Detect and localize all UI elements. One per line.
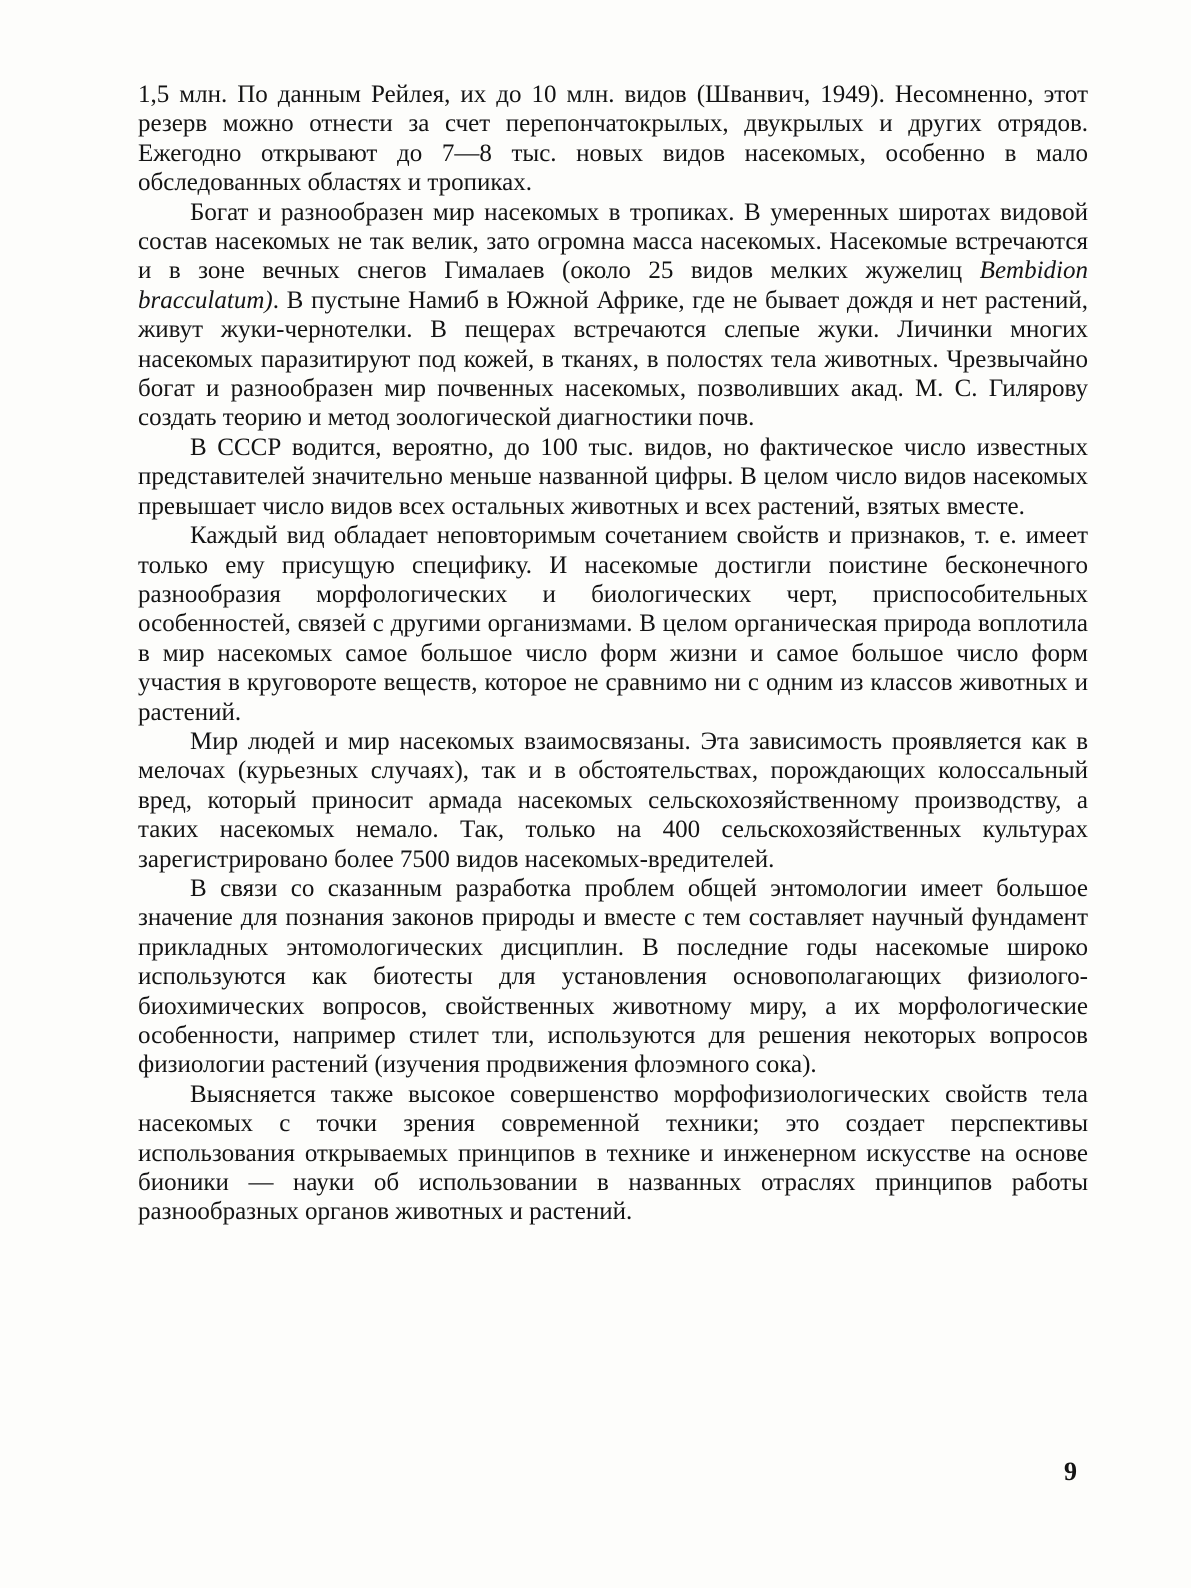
paragraph-6	[138, 874, 1088, 1080]
paragraph-1	[138, 80, 1088, 198]
page-number: 9	[1064, 1457, 1077, 1486]
paragraph-4	[138, 521, 1088, 727]
paragraph-text: 1,5 млн. По данным Рейлея, их до 10 млн. видов (Шванвич, 1949). Несомненно, этот резерв можно отнести за счет перепончатокрылых, двукрылых и других отрядов. Ежегодно открывают до 7—8 тыс. новых видов насекомых, особенно в мало обследованных областях и тропиках.	[138, 81, 1088, 197]
paragraph-2	[138, 198, 1088, 433]
paragraph-5	[138, 727, 1088, 874]
paragraph-text: Каждый вид обладает неповторимым сочетанием свойств и признаков, т. е. имеет только ему присущую специфику. И насекомые достигли поистине бесконечного разнообразия морфологических и биологических черт, приспособительных особенностей, связей с другими организмами. В целом органическая природа воплотила в мир насекомых самое большое число форм жизни и самое большое число форм участия в круговороте веществ, которое не сравнимо ни с одним из классов животных и растений.	[138, 522, 1088, 726]
paragraph-text: В связи со сказанным разработка проблем общей энтомологии имеет большое значение для познания законов природы и вместе с тем составляет научный фундамент прикладных энтомологических дисциплин. В последние годы насекомые широко используются как биотесты для установления основополагающих физиолого-биохимических вопросов, свойственных животному миру, а их морфологические особенности, например стилет тли, используются для решения некоторых вопросов физиологии растений (изучения продвижения флоэмного сока).	[138, 874, 1088, 1079]
paragraph-3	[138, 433, 1088, 521]
paragraph-text: В СССР водится, вероятно, до 100 тыс. видов, но фактическое число известных представителей значительно меньше названной цифры. В целом число видов насекомых превышает число видов всех остальных животных и всех растений, взятых вместе.	[138, 433, 1088, 520]
latin-species-name: Bembidion bracculatum)	[138, 257, 1088, 314]
paragraph-text: Мир людей и мир насекомых взаимосвязаны. Эта зависимость проявляется как в мелочах (курьезных случаях), так и в обстоятельствах, порождающих колоссальный вред, который приносит армада насекомых сельскохозяйственному производству, а таких насекомых немало. Так, только на 400 сельскохозяйственных культурах зарегистрировано более 7500 видов насекомых-вредителей.	[138, 727, 1088, 873]
paragraph-text: Выясняется также высокое совершенство морфофизиологических свойств тела насекомых с точки зрения современной техники; это создает перспективы использования открываемых принципов в технике и инженерном искусстве на основе бионики — науки об использовании в названных отраслях принципов работы разнообразных органов животных и растений.	[138, 1080, 1088, 1226]
paragraph-7	[138, 1080, 1088, 1227]
paragraph-text: . В пустыне Намиб в Южной Африке, где не бывает дождя и нет растений, живут жуки-чернотелки. В пещерах встречаются слепые жуки. Личинки многих насекомых паразитируют под кожей, в тканях, в полостях тела животных. Чрезвычайно богат и разнообразен мир почвенных насекомых, позволивших акад. М. С. Гилярову создать теорию и метод зоологической диагностики почв.	[138, 286, 1088, 432]
body-text	[138, 80, 1088, 1227]
paragraph-text: Богат и разнообразен мир насекомых в тропиках. В умеренных широтах видовой состав насекомых не так велик, зато огромна масса насекомых. Насекомые встречаются и в зоне вечных снегов Гималаев (около 25 видов мелких жужелиц	[138, 198, 1088, 285]
